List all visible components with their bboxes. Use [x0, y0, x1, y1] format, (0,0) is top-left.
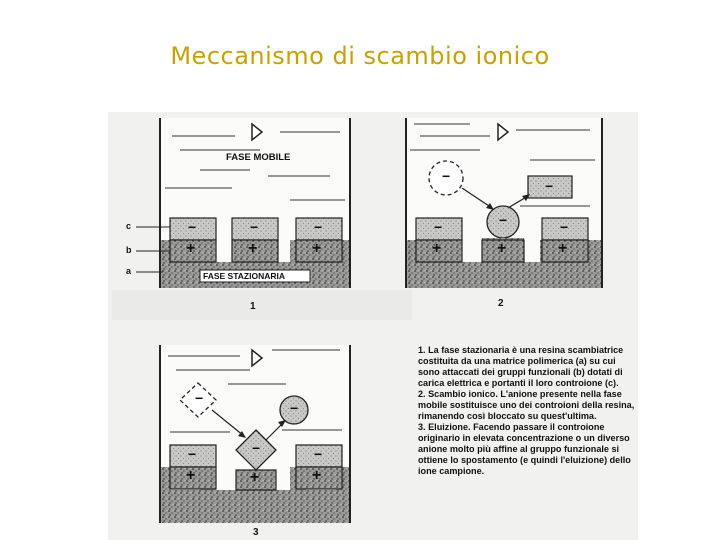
minus-sign: −	[545, 178, 554, 194]
minus-sign: −	[314, 446, 323, 462]
minus-sign: −	[195, 390, 204, 406]
panel-1-number: 1	[250, 301, 256, 312]
plus-sign: +	[558, 240, 568, 257]
panel-3-number: 3	[253, 527, 259, 538]
label-a: a	[126, 266, 132, 276]
minus-sign: −	[442, 168, 451, 184]
page-title: Meccanismo di scambio ionico	[170, 42, 550, 70]
plus-sign: +	[312, 467, 322, 484]
panel-3	[160, 345, 350, 523]
plus-sign: +	[497, 240, 507, 257]
minus-sign: −	[290, 400, 299, 416]
minus-sign: −	[188, 446, 197, 462]
minus-sign: −	[314, 219, 323, 235]
minus-sign: −	[250, 219, 259, 235]
minus-sign: −	[560, 219, 569, 235]
plus-sign: +	[186, 467, 196, 484]
plus-sign: +	[250, 469, 260, 486]
panel-2-number: 2	[498, 298, 504, 309]
plus-sign: +	[312, 240, 322, 257]
plus-sign: +	[186, 240, 196, 257]
label-b: b	[126, 245, 132, 255]
caption-step-1: 1. La fase stazionaria è una resina scambiatrice costituita da una matrice polimerica (a) su cui sono attaccati dei gruppi funzionali (b) dotati di carica elettrica e portanti il loro controione (c).	[418, 345, 624, 388]
figure-caption	[418, 345, 636, 477]
panel-1	[160, 118, 350, 288]
minus-sign: −	[499, 212, 508, 228]
plus-sign: +	[248, 240, 258, 257]
minus-sign: −	[188, 219, 197, 235]
caption-step-2: 2. Scambio ionico. L'anione presente nella fase mobile sostituisce uno dei controioni della resina, rimanendo così bloccato su quest'ultima.	[418, 389, 635, 421]
panel-2	[406, 118, 602, 288]
stationary-phase-label: FASE STAZIONARIA	[203, 271, 286, 281]
minus-sign: −	[252, 440, 261, 456]
minus-sign: −	[434, 219, 443, 235]
mobile-phase-label: FASE MOBILE	[226, 152, 291, 163]
label-c: c	[126, 221, 132, 231]
plus-sign: +	[432, 240, 442, 257]
caption-step-3: 3. Eluizione. Facendo passare il controione originario in elevata concentrazione o un diverso anione molto più affine al gruppo funzionale si ottiene lo spostamento (e quindi l'eluizione) dello ione campione.	[418, 422, 631, 476]
